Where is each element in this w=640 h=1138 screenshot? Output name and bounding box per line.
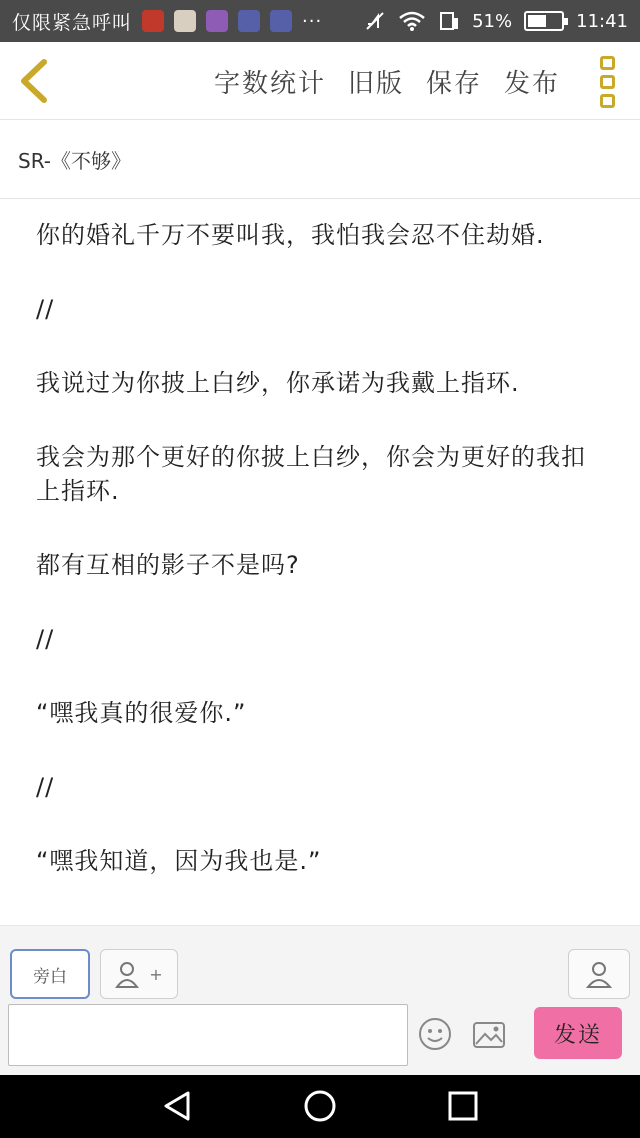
menu-dot xyxy=(600,94,615,108)
message-input[interactable] xyxy=(8,1004,408,1066)
more-notifications-indicator: ··· xyxy=(302,10,323,32)
battery-icon xyxy=(524,11,564,31)
person-icon xyxy=(584,959,614,989)
sim-icon xyxy=(438,10,460,32)
image-icon[interactable] xyxy=(472,1020,506,1050)
status-bar xyxy=(0,0,640,42)
paragraph: // xyxy=(36,773,55,801)
document-title: SR-《不够》 xyxy=(18,149,131,173)
app-notification-icon xyxy=(142,10,164,32)
back-triangle-icon[interactable] xyxy=(160,1089,194,1123)
publish-button[interactable]: 发布 xyxy=(503,68,560,99)
more-vertical-icon[interactable] xyxy=(600,56,616,108)
battery-percent: 51% xyxy=(472,10,513,32)
mute-icon xyxy=(364,10,386,32)
word-count-button[interactable]: 字数统计 xyxy=(213,68,326,99)
menu-dot xyxy=(600,56,615,70)
carrier-text: 仅限紧急呼叫 xyxy=(12,11,133,34)
add-role-plus: + xyxy=(149,964,163,984)
add-person-icon xyxy=(115,959,145,989)
editor-toolbar xyxy=(0,42,640,120)
document-title-row[interactable] xyxy=(0,121,640,199)
paragraph: 我说过为你披上白纱，你承诺为我戴上指环. xyxy=(36,369,520,397)
old-version-button[interactable]: 旧版 xyxy=(347,68,404,99)
paragraph: “嘿我真的很爱你.” xyxy=(36,699,247,727)
video-notification-icon xyxy=(238,10,260,32)
paragraph: 都有互相的影子不是吗? xyxy=(36,551,300,579)
status-bar-left xyxy=(12,8,364,35)
clock: 11:41 xyxy=(576,10,628,32)
recents-square-icon[interactable] xyxy=(446,1089,480,1123)
toolbar-actions xyxy=(214,42,560,120)
wifi-icon xyxy=(398,10,426,32)
app-notification-icon xyxy=(174,10,196,32)
chevron-left-icon[interactable] xyxy=(14,56,54,106)
save-button[interactable]: 保存 xyxy=(425,68,482,99)
send-button[interactable] xyxy=(534,1007,622,1059)
role-select-button[interactable] xyxy=(568,949,630,999)
paragraph: // xyxy=(36,295,55,323)
status-bar-right xyxy=(364,10,628,32)
paragraph: 你的婚礼千万不要叫我，我怕我会忍不住劫婚. xyxy=(36,221,545,249)
composer-panel xyxy=(0,925,640,1075)
menu-dot xyxy=(600,75,615,89)
narration-label: 旁白 xyxy=(33,966,67,987)
narration-button[interactable] xyxy=(10,949,90,999)
battery-fill xyxy=(528,15,546,27)
video-notification-icon xyxy=(270,10,292,32)
paragraph: 我会为那个更好的你披上白纱，你会为更好的我扣上指环. xyxy=(36,443,586,505)
system-nav-bar xyxy=(0,1075,640,1138)
add-role-button[interactable] xyxy=(100,949,178,999)
paragraph: “嘿我知道，因为我也是.” xyxy=(36,847,322,875)
document-body[interactable] xyxy=(0,200,640,925)
send-label: 发送 xyxy=(553,1022,602,1048)
home-circle-icon[interactable] xyxy=(303,1089,337,1123)
gallery-notification-icon xyxy=(206,10,228,32)
emoji-icon[interactable] xyxy=(418,1017,452,1051)
paragraph: // xyxy=(36,625,55,653)
